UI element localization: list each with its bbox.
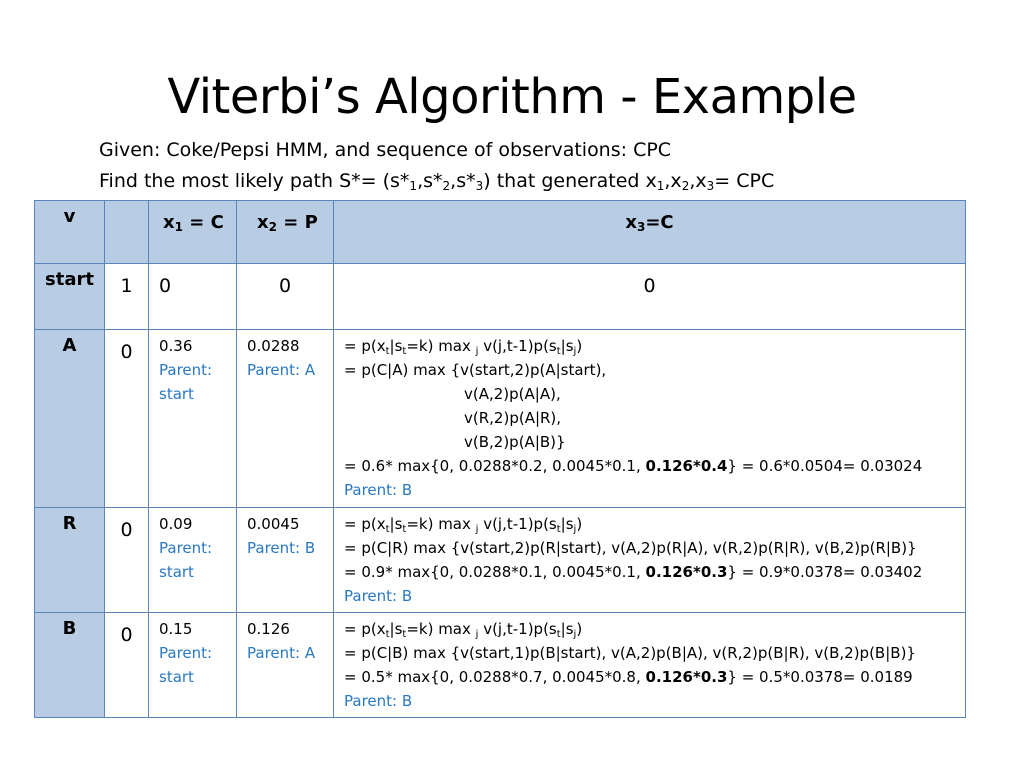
slide-title: Viterbi’s Algorithm - Example <box>167 69 857 125</box>
R-formula: = $p(x_t|s_t=k)$ max $_j$ $v(j,t-1)p(s_t|s_j)$ <box>344 515 583 535</box>
header-x3: $x_3=C$ <box>334 201 966 264</box>
A-x1: 0.36 Parent: start <box>149 330 237 508</box>
subtitle-find: Find the most likely path $S*= (s*_1,s*_2,s*_3)$ that generated $x_1,x_2,x_3=$ CPC <box>99 170 775 193</box>
subtitle-given: Given: Coke/Pepsi HMM, and sequence of observations: CPC <box>99 139 672 161</box>
row-start <box>35 264 966 330</box>
B-x3: = $p(x_t|s_t=k)$ max $_j$ $v(j,t-1)p(s_t|s_j)$ = p(C|B) max {v(start,1)p(B|start), v(A,2)p(B|A), v(R,2)p(B|R), v(B,2)p(B|B)} = 0.5* max{0, 0.0288*0.7, 0.0045*0.8, 0.126*0.3} = 0.5*0.0378= 0.0189 Parent: B <box>334 613 966 718</box>
row-label-A: A <box>35 330 105 508</box>
B-init: 0 <box>105 613 149 718</box>
row-label-B: B <box>35 613 105 718</box>
row-label-start: start <box>35 264 105 330</box>
header-x1: $x_1 = C$ <box>149 201 237 264</box>
start-x2: 0 <box>237 264 334 330</box>
header-x2: $x_2 = P$ <box>237 201 334 264</box>
A-x2: 0.0288 Parent: A <box>237 330 334 508</box>
start-x1: 0 <box>149 264 237 330</box>
B-x2: 0.126 Parent: A <box>237 613 334 718</box>
B-formula: = $p(x_t|s_t=k)$ max $_j$ $v(j,t-1)p(s_t|s_j)$ <box>344 620 583 640</box>
B-x1: 0.15 Parent: start <box>149 613 237 718</box>
header-init <box>105 201 149 264</box>
start-x3: 0 <box>334 264 966 330</box>
viterbi-table <box>34 200 966 718</box>
row-A <box>35 330 966 508</box>
row-B <box>35 613 966 718</box>
header-row <box>35 201 966 264</box>
start-init: 1 <box>105 264 149 330</box>
A-formula: = $p(x_t|s_t=k)$ max $_j$ $v(j,t-1)p(s_t|s_j)$ <box>344 337 583 357</box>
R-init: 0 <box>105 508 149 613</box>
R-x2: 0.0045 Parent: B <box>237 508 334 613</box>
A-x3: = $p(x_t|s_t=k)$ max $_j$ $v(j,t-1)p(s_t|s_j)$ = p(C|A) max {v(start,2)p(A|start), v(A,2)p(A|A), v(R,2)p(A|R), v(B,2)p(A|B)} = 0.6* max{0, 0.0288*0.2, 0.0045*0.1, 0.126*0.4} = 0.6*0.0504= 0.03024 Parent: B <box>334 330 966 508</box>
R-x3: = $p(x_t|s_t=k)$ max $_j$ $v(j,t-1)p(s_t|s_j)$ = p(C|R) max {v(start,2)p(R|start), v(A,2)p(R|A), v(R,2)p(R|R), v(B,2)p(R|B)} = 0.9* max{0, 0.0288*0.1, 0.0045*0.1, 0.126*0.3} = 0.9*0.0378= 0.03402 Parent: B <box>334 508 966 613</box>
A-init: 0 <box>105 330 149 508</box>
R-x1: 0.09 Parent: start <box>149 508 237 613</box>
header-v: v <box>35 201 105 264</box>
row-R <box>35 508 966 613</box>
row-label-R: R <box>35 508 105 613</box>
